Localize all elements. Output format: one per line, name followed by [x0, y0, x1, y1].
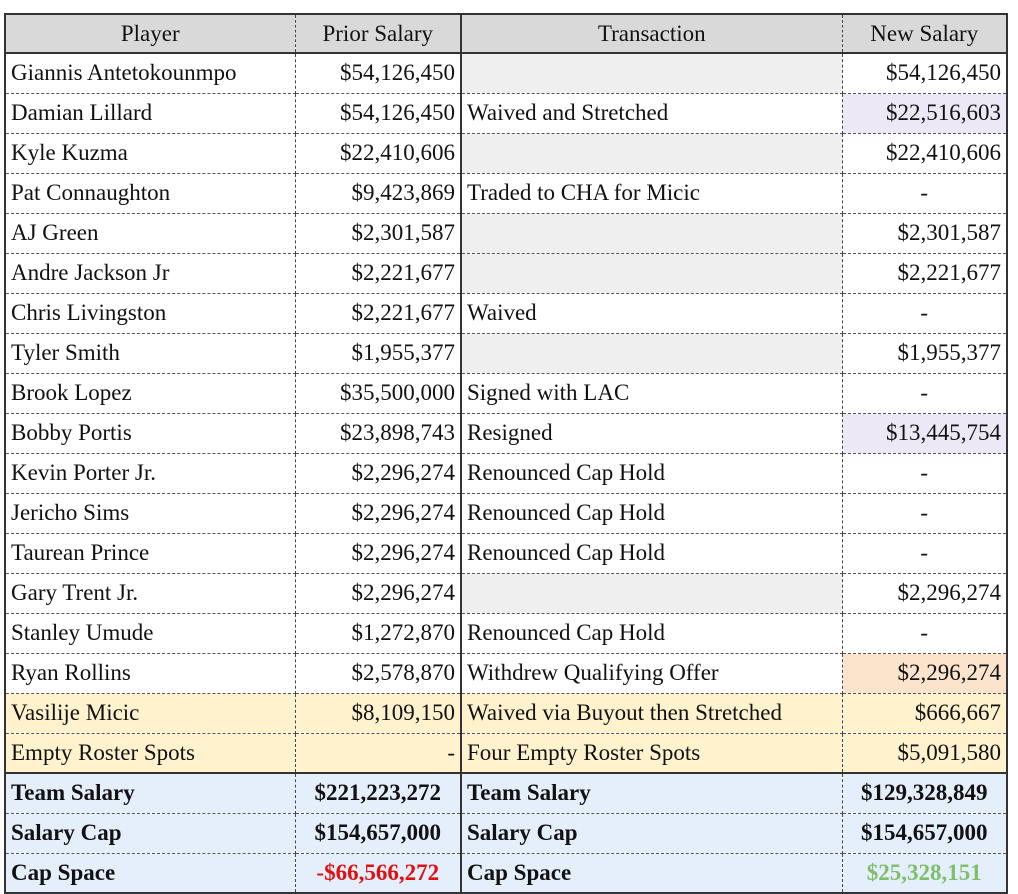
- player-cell[interactable]: Gary Trent Jr.: [5, 573, 295, 613]
- prior-salary-cell[interactable]: $2,578,870: [295, 653, 461, 693]
- header-transaction[interactable]: Transaction: [461, 14, 842, 53]
- transaction-cell[interactable]: [461, 53, 842, 93]
- player-cell[interactable]: Vasilije Micic: [5, 693, 295, 733]
- summary-label[interactable]: Cap Space: [5, 853, 295, 893]
- player-cell[interactable]: Damian Lillard: [5, 93, 295, 133]
- salary-table: [4, 13, 1008, 894]
- player-cell[interactable]: Tyler Smith: [5, 333, 295, 373]
- new-salary-cell[interactable]: $5,091,580: [842, 733, 1007, 773]
- table-row: [5, 253, 1007, 293]
- new-salary-cell[interactable]: -: [842, 373, 1007, 413]
- transaction-cell[interactable]: Renounced Cap Hold: [461, 533, 842, 573]
- summary-new-value[interactable]: $25,328,151: [842, 853, 1007, 893]
- new-salary-cell[interactable]: -: [842, 493, 1007, 533]
- player-cell[interactable]: Jericho Sims: [5, 493, 295, 533]
- player-cell[interactable]: Chris Livingston: [5, 293, 295, 333]
- summary-new-value[interactable]: $129,328,849: [842, 773, 1007, 813]
- new-salary-cell[interactable]: $22,516,603: [842, 93, 1007, 133]
- new-salary-cell[interactable]: $22,410,606: [842, 133, 1007, 173]
- player-cell[interactable]: Kyle Kuzma: [5, 133, 295, 173]
- prior-salary-cell[interactable]: $9,423,869: [295, 173, 461, 213]
- new-salary-cell[interactable]: $54,126,450: [842, 53, 1007, 93]
- table-row: [5, 93, 1007, 133]
- summary-label[interactable]: Salary Cap: [5, 813, 295, 853]
- new-salary-cell[interactable]: -: [842, 613, 1007, 653]
- prior-salary-cell[interactable]: $54,126,450: [295, 93, 461, 133]
- new-salary-cell[interactable]: -: [842, 453, 1007, 493]
- table-row: [5, 453, 1007, 493]
- prior-salary-cell[interactable]: $1,272,870: [295, 613, 461, 653]
- transaction-cell[interactable]: Waived: [461, 293, 842, 333]
- new-salary-cell[interactable]: -: [842, 533, 1007, 573]
- prior-salary-cell[interactable]: -: [295, 733, 461, 773]
- table-row: [5, 173, 1007, 213]
- prior-salary-cell[interactable]: $2,296,274: [295, 573, 461, 613]
- new-salary-cell[interactable]: -: [842, 293, 1007, 333]
- header-prior-salary[interactable]: Prior Salary: [295, 14, 461, 53]
- summary-label-2[interactable]: Team Salary: [461, 773, 842, 813]
- prior-salary-cell[interactable]: $2,296,274: [295, 453, 461, 493]
- new-salary-cell[interactable]: $2,296,274: [842, 653, 1007, 693]
- transaction-cell[interactable]: Traded to CHA for Micic: [461, 173, 842, 213]
- player-cell[interactable]: Giannis Antetokounmpo: [5, 53, 295, 93]
- header-row: [5, 14, 1007, 53]
- new-salary-cell[interactable]: -: [842, 173, 1007, 213]
- header-new-salary[interactable]: New Salary: [842, 14, 1007, 53]
- summary-row: [5, 813, 1007, 853]
- table-row: [5, 493, 1007, 533]
- prior-salary-cell[interactable]: $2,296,274: [295, 493, 461, 533]
- transaction-cell[interactable]: [461, 333, 842, 373]
- table-row: [5, 733, 1007, 773]
- table-row: [5, 293, 1007, 333]
- summary-label-2[interactable]: Salary Cap: [461, 813, 842, 853]
- player-cell[interactable]: Andre Jackson Jr: [5, 253, 295, 293]
- summary-prior-value[interactable]: $221,223,272: [295, 773, 461, 813]
- transaction-cell[interactable]: Waived via Buyout then Stretched: [461, 693, 842, 733]
- player-cell[interactable]: Empty Roster Spots: [5, 733, 295, 773]
- summary-label[interactable]: Team Salary: [5, 773, 295, 813]
- transaction-cell[interactable]: Waived and Stretched: [461, 93, 842, 133]
- prior-salary-cell[interactable]: $2,301,587: [295, 213, 461, 253]
- prior-salary-cell[interactable]: $23,898,743: [295, 413, 461, 453]
- new-salary-cell[interactable]: $2,296,274: [842, 573, 1007, 613]
- table-row: [5, 693, 1007, 733]
- new-salary-cell[interactable]: $2,221,677: [842, 253, 1007, 293]
- player-cell[interactable]: Stanley Umude: [5, 613, 295, 653]
- transaction-cell[interactable]: [461, 213, 842, 253]
- prior-salary-cell[interactable]: $1,955,377: [295, 333, 461, 373]
- player-cell[interactable]: Taurean Prince: [5, 533, 295, 573]
- new-salary-cell[interactable]: $13,445,754: [842, 413, 1007, 453]
- player-cell[interactable]: Bobby Portis: [5, 413, 295, 453]
- transaction-cell[interactable]: Renounced Cap Hold: [461, 613, 842, 653]
- summary-row: [5, 773, 1007, 813]
- table-row: [5, 573, 1007, 613]
- transaction-cell[interactable]: Resigned: [461, 413, 842, 453]
- summary-new-value[interactable]: $154,657,000: [842, 813, 1007, 853]
- player-cell[interactable]: AJ Green: [5, 213, 295, 253]
- player-cell[interactable]: Brook Lopez: [5, 373, 295, 413]
- prior-salary-cell[interactable]: $22,410,606: [295, 133, 461, 173]
- transaction-cell[interactable]: Four Empty Roster Spots: [461, 733, 842, 773]
- transaction-cell[interactable]: [461, 133, 842, 173]
- transaction-cell[interactable]: Renounced Cap Hold: [461, 453, 842, 493]
- summary-prior-value[interactable]: -$66,566,272: [295, 853, 461, 893]
- transaction-cell[interactable]: Withdrew Qualifying Offer: [461, 653, 842, 693]
- transaction-cell[interactable]: Renounced Cap Hold: [461, 493, 842, 533]
- summary-row: [5, 853, 1007, 893]
- table-row: [5, 653, 1007, 693]
- prior-salary-cell[interactable]: $2,296,274: [295, 533, 461, 573]
- header-player[interactable]: Player: [5, 14, 295, 53]
- table-row: [5, 53, 1007, 93]
- prior-salary-cell[interactable]: $2,221,677: [295, 253, 461, 293]
- table-row: [5, 373, 1007, 413]
- transaction-cell[interactable]: [461, 573, 842, 613]
- summary-prior-value[interactable]: $154,657,000: [295, 813, 461, 853]
- new-salary-cell[interactable]: $2,301,587: [842, 213, 1007, 253]
- player-cell[interactable]: Kevin Porter Jr.: [5, 453, 295, 493]
- transaction-cell[interactable]: Signed with LAC: [461, 373, 842, 413]
- prior-salary-cell[interactable]: $8,109,150: [295, 693, 461, 733]
- new-salary-cell[interactable]: $666,667: [842, 693, 1007, 733]
- table-row: [5, 413, 1007, 453]
- transaction-cell[interactable]: [461, 253, 842, 293]
- table-row: [5, 333, 1007, 373]
- summary-label-2[interactable]: Cap Space: [461, 853, 842, 893]
- table-row: [5, 133, 1007, 173]
- new-salary-cell[interactable]: $1,955,377: [842, 333, 1007, 373]
- table-row: [5, 213, 1007, 253]
- table-row: [5, 613, 1007, 653]
- player-cell[interactable]: Pat Connaughton: [5, 173, 295, 213]
- player-cell[interactable]: Ryan Rollins: [5, 653, 295, 693]
- table-row: [5, 533, 1007, 573]
- prior-salary-cell[interactable]: $54,126,450: [295, 53, 461, 93]
- prior-salary-cell[interactable]: $2,221,677: [295, 293, 461, 333]
- prior-salary-cell[interactable]: $35,500,000: [295, 373, 461, 413]
